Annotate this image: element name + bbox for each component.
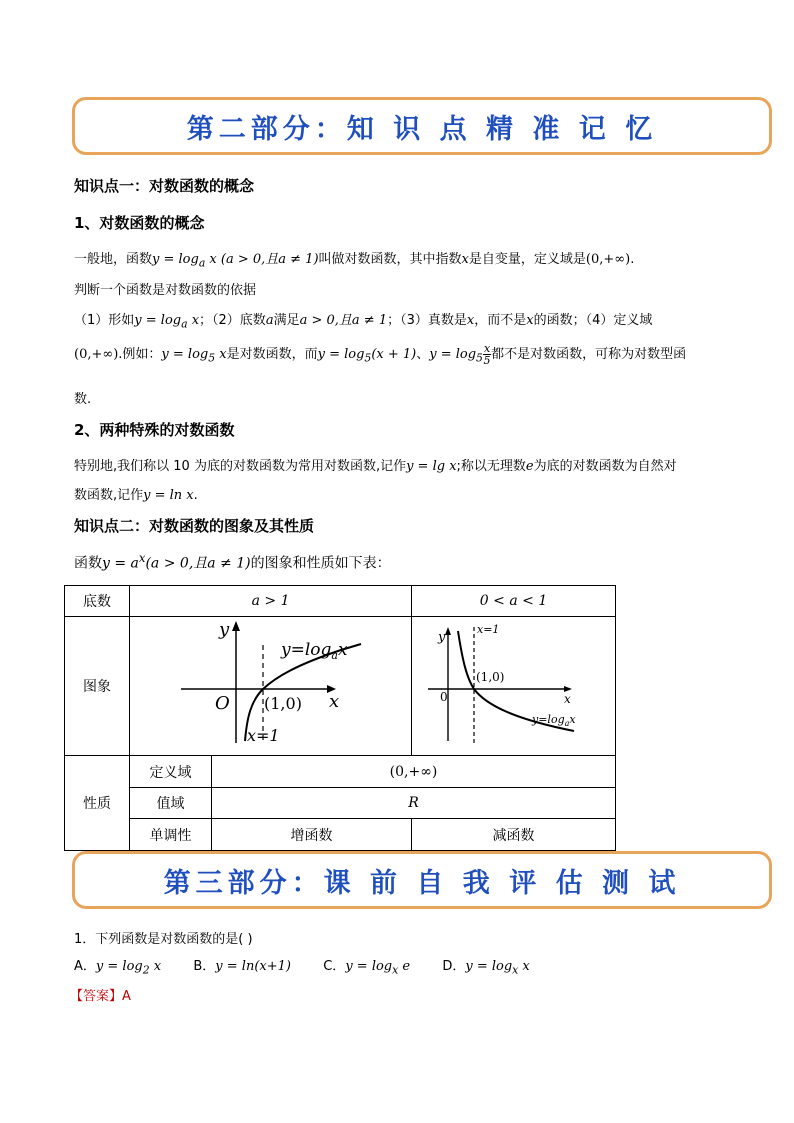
x-axis-label: x	[328, 691, 339, 712]
y-axis-arrow	[232, 621, 240, 631]
kp1-paragraph4: (0,+∞).例如：$y = \log_5 x$是对数函数，而$y = \log_5(x + 1)$、$y = \log_5$ $\frac{x}{5}$ 都不是对数函数，可称为对数型函	[74, 342, 687, 367]
header-base: 底数	[65, 586, 130, 617]
kp1-paragraph3: （1）形如$y = \log_a x$；（2）底数a满足a > 0,且a ≠ 1；（3）真数是x，而不是x的函数；（4）定义域	[74, 313, 653, 331]
section2-banner	[72, 97, 772, 155]
kp1-paragraph1: 一般地，函数$y = \log_a x$ (a > 0,且a ≠ 1)叫做对数函数，其中指数x是自变量，定义域是(0,+∞).	[74, 252, 635, 270]
value-increasing: 增函数	[212, 819, 412, 851]
graph-log-increasing	[131, 617, 411, 751]
table-row	[65, 756, 616, 788]
graph-log-decreasing	[414, 617, 614, 751]
label-range: 值域	[130, 788, 212, 819]
section3-title: 第三部分：课 前 自 我 评 估 测 试	[163, 867, 681, 899]
table-row	[65, 788, 616, 819]
asymptote-label: x=1	[246, 726, 280, 745]
header-case2: 0 < a < 1	[412, 586, 616, 617]
value-decreasing: 减函数	[412, 819, 616, 851]
curve-label: $y=\log_ax$	[531, 713, 576, 728]
kp1-sub2: 2、两种特殊的对数函数	[74, 421, 235, 439]
table-row	[65, 617, 616, 756]
q1-answer: 【答案】A	[70, 989, 131, 1004]
table-row	[65, 586, 616, 617]
label-props: 性质	[65, 756, 130, 851]
kp2-intro: 函数$y = a^x(a > 0$,且a ≠ 1)的图象和性质如下表：	[74, 551, 391, 572]
option-b: B．y = ln(x+1)	[193, 959, 291, 974]
curve-label: $y=\log_ax$	[280, 640, 348, 662]
kp1-paragraph2: 判断一个函数是对数函数的依据	[74, 283, 257, 298]
y-axis-label: y	[437, 630, 445, 645]
label-domain: 定义域	[130, 756, 212, 788]
graph-cell-a-gt-1	[130, 617, 412, 756]
fraction-x-over-5: $\frac{x}{5}$	[483, 342, 491, 367]
kp1-sub1: 1、对数函数的概念	[74, 214, 205, 232]
value-range: R	[212, 788, 616, 819]
option-c: C．$y = \log_x e$	[323, 959, 411, 977]
value-domain: (0,+∞)	[212, 756, 616, 788]
label-monotonicity: 单调性	[130, 819, 212, 851]
graph-cell-a-lt-1	[412, 617, 616, 756]
x-axis-label: x	[563, 692, 571, 706]
label-graph: 图象	[65, 617, 130, 756]
option-d: D．$y = \log_x x$	[442, 959, 530, 977]
y-axis-label: y	[218, 619, 229, 640]
log-function-properties-table	[64, 585, 616, 851]
kp2-heading: 知识点二：对数函数的图象及其性质	[74, 517, 315, 535]
y-axis-arrow	[445, 627, 451, 635]
q1-stem: 1．下列函数是对数函数的是( )	[74, 932, 253, 947]
origin-label: O	[214, 693, 230, 714]
asymptote-label: x=1	[476, 623, 499, 636]
point-label: (1,0)	[263, 694, 302, 713]
q1-options	[74, 955, 530, 977]
section2-title: 第二部分：知 识 点 精 准 记 忆	[186, 113, 658, 145]
origin-label: 0	[439, 690, 448, 704]
section3-banner	[72, 851, 772, 909]
option-a: A．$y = \log_2 x$	[74, 959, 162, 977]
kp1-heading: 知识点一：对数函数的概念	[74, 177, 255, 195]
kp1-paragraph6: 特别地,我们称以 10 为底的对数函数为常用对数函数,记作y = lg x;称以无理数e为底的对数函数为自然对	[74, 459, 677, 474]
point-label: (1,0)	[475, 670, 504, 684]
table-row	[65, 819, 616, 851]
kp1-paragraph5: 数.	[74, 392, 92, 407]
header-case1: a > 1	[130, 586, 412, 617]
kp1-paragraph7: 数函数,记作y = ln x.	[74, 488, 198, 503]
